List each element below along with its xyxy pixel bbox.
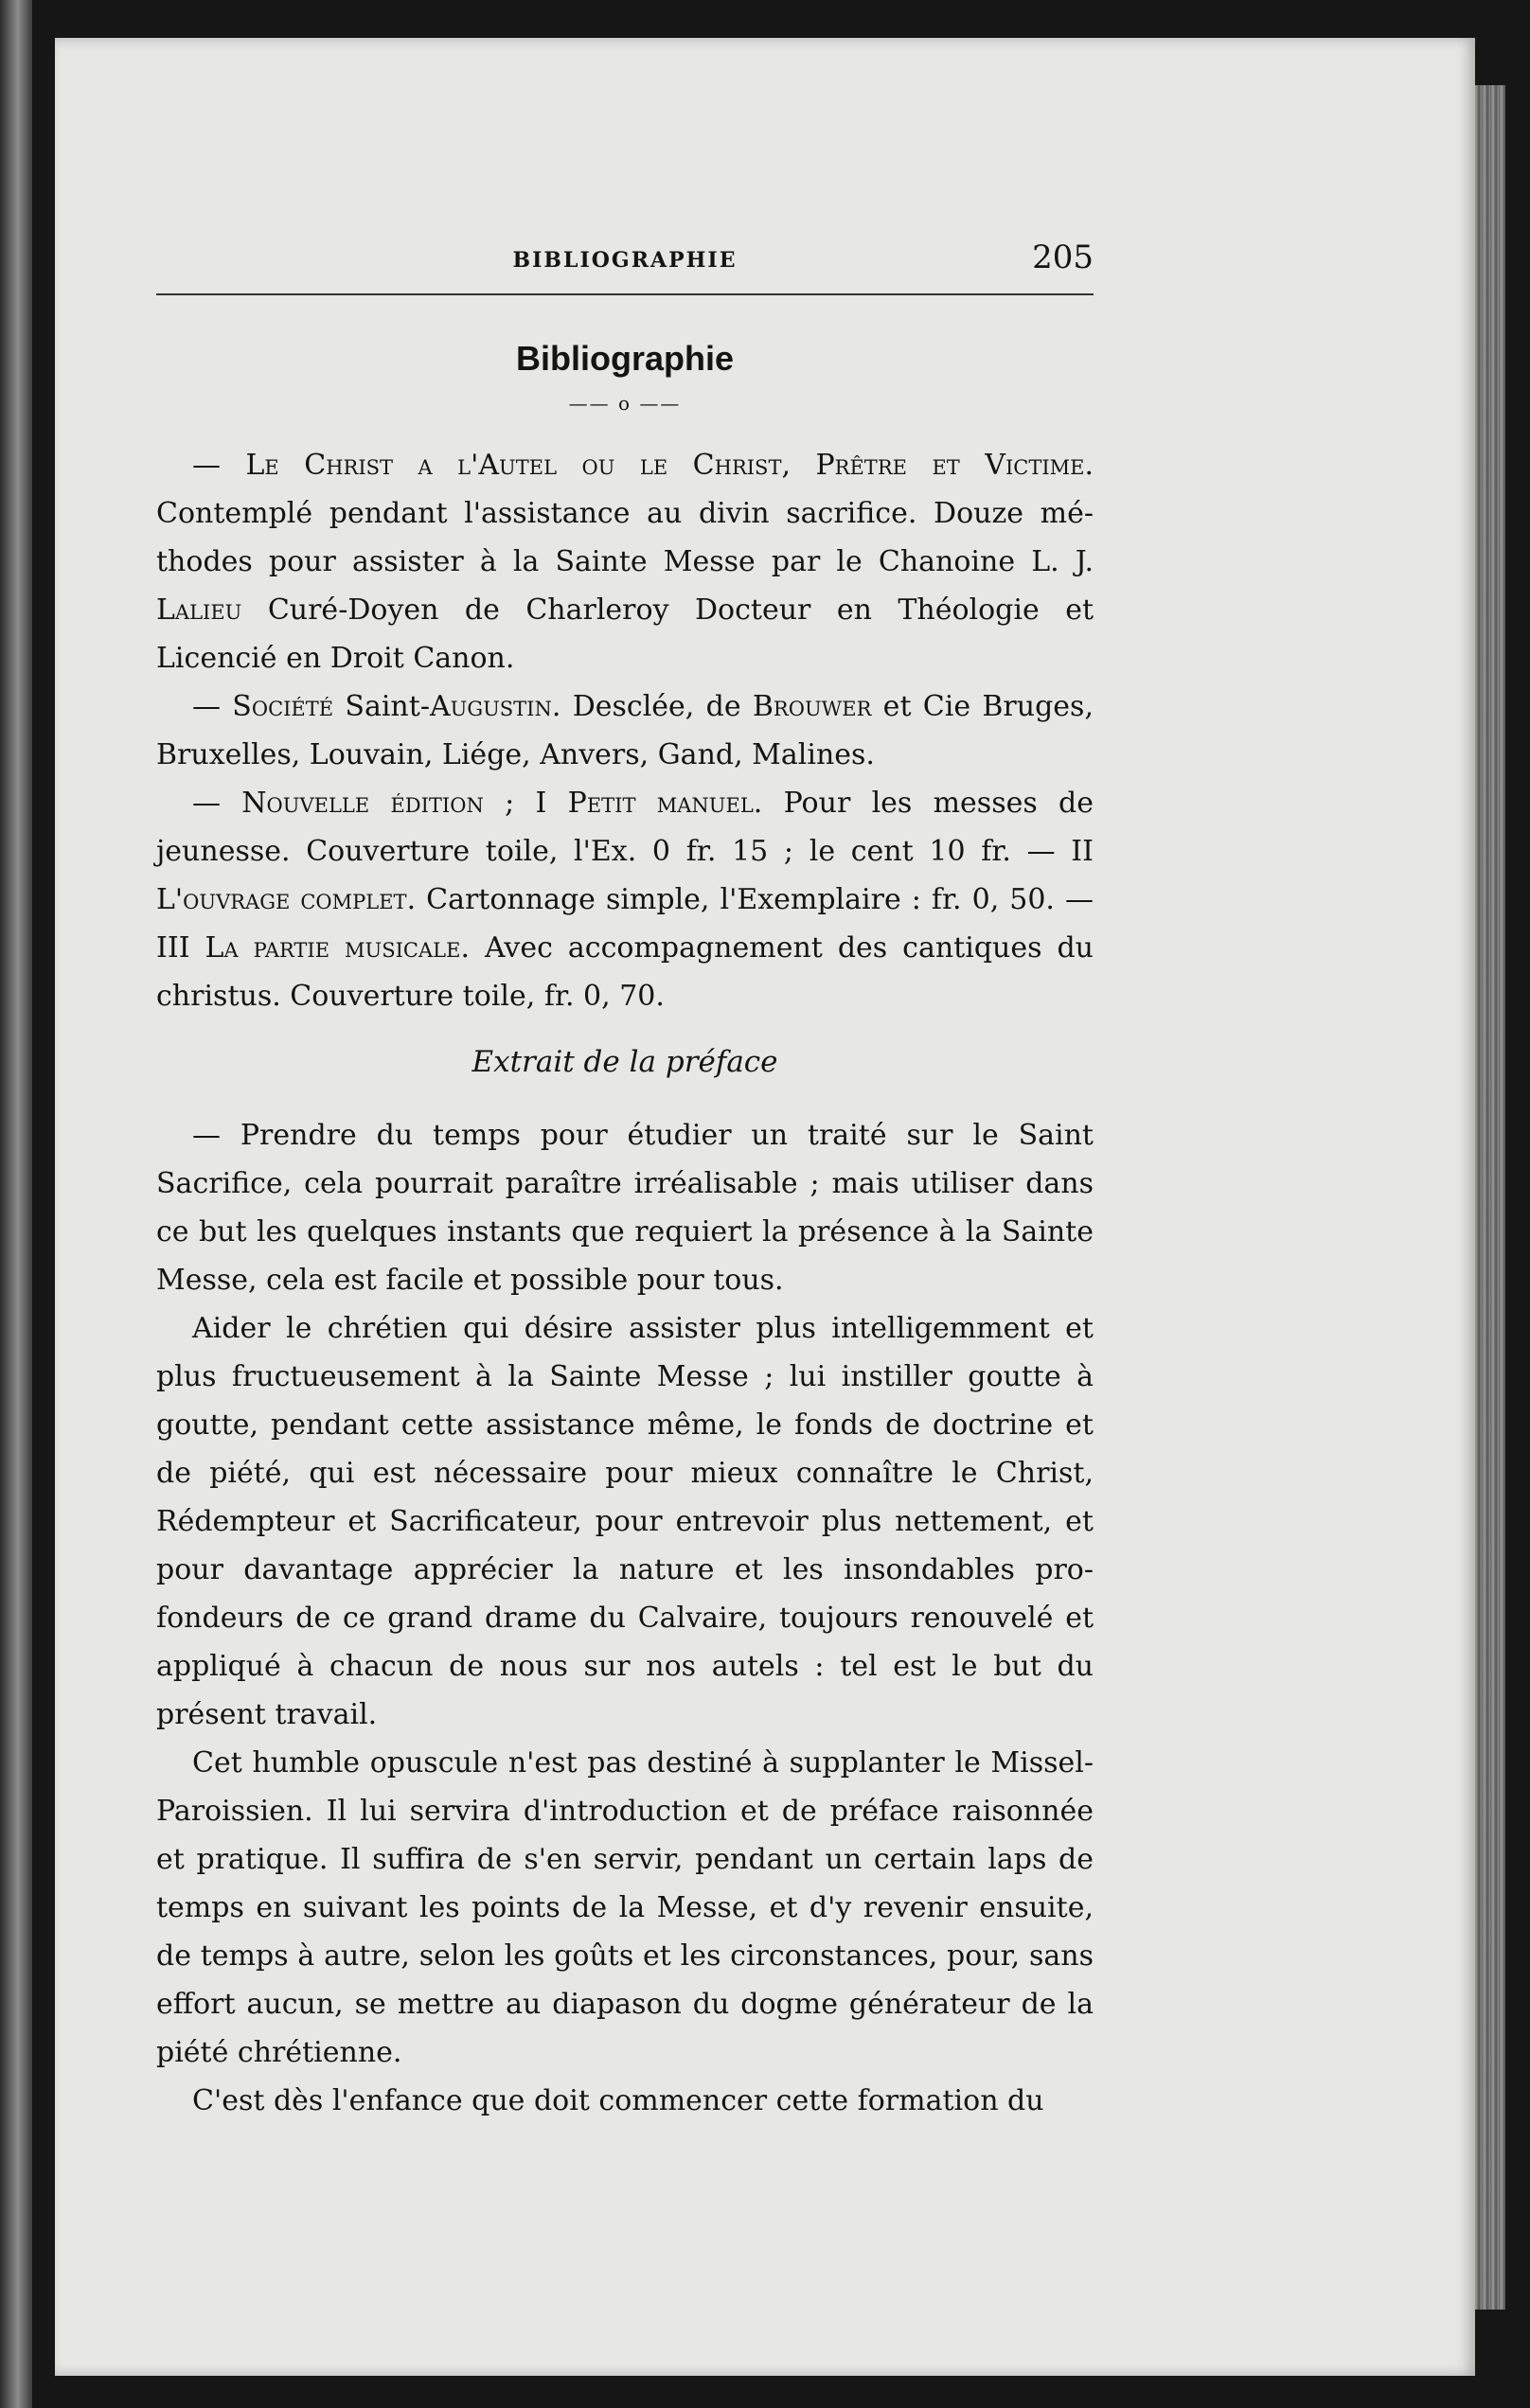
author-name: Lalieu <box>156 593 242 627</box>
book-title: Le Christ a l'Autel ou le Christ, Prêtre et Victime. <box>245 449 1094 482</box>
entry-text: et Cie Bruges, Bruxelles, Louvain, Liége, Anvers, Gand, Malines. <box>156 690 1094 771</box>
preface-paragraph: C'est dès l'enfance que doit commencer cette formation du <box>192 2084 1044 2117</box>
entry-paragraph-3 <box>156 779 1094 1020</box>
entry-text: Contemplé pendant l'assistance au divin sacrifice. Douze méthodes pour assister à la Sainte Messe par le Chanoine L. J. <box>156 497 1094 578</box>
entry-text: Saint- <box>333 690 430 723</box>
publisher-name: Brouwer <box>752 690 872 723</box>
running-header <box>156 227 1094 295</box>
preface-title: Extrait de la préface <box>471 1045 778 1079</box>
preface-paragraph: Aider le chrétien qui désire assister plus intelligemment et plus fructueusement à la Sainte Messe ; lui instiller goutte à goutte, pendant cette assistance même, le fonds de doctrine et de piété, qui est nécessaire pour mieux connaître le Christ, Rédempteur et Sacrificateur, pour entrevoir plus nettement, et pour davantage apprécier la nature et les insondables profondeurs de ce grand drame du Calvaire, toujours renouvelé et appliqué à chacun de nous sur nos autels : tel est le but du présent travail. <box>156 1312 1094 1731</box>
page-number: 205 <box>1032 239 1094 276</box>
edition-label: Nouvelle édition <box>241 787 484 820</box>
running-title: BIBLIOGRAPHIE <box>512 248 738 273</box>
entry-text: . Pour les messes de jeunesse. Couverture toile, l'Ex. 0 fr. 15 ; le cent 10 fr. — II <box>156 787 1094 868</box>
entry-text: Curé-Doyen de Charleroy Docteur en Théologie et Licencié en Droit Canon. <box>156 593 1094 675</box>
ornament-divider: —— o —— <box>568 392 682 415</box>
publisher-name: Société <box>232 690 334 723</box>
entry-text: ; I <box>483 787 568 820</box>
page-content <box>156 227 1094 2125</box>
publisher-name: Augustin <box>429 690 552 723</box>
entry-paragraph-1 <box>156 441 1094 682</box>
entry-text: . Desclée, de <box>551 690 753 723</box>
preface-paragraph: — Prendre du temps pour étudier un traité sur le Saint Sacrifice, cela pourrait paraître irréalisable ; mais utiliser dans ce but les quelques instants que requiert la présence à la Sainte Messe, cela est facile et possible pour tous. <box>156 1119 1094 1297</box>
adjacent-page-edge <box>0 0 32 2408</box>
entry-paragraph-2 <box>156 682 1094 779</box>
dash: — <box>192 449 246 482</box>
edition-label: Petit manuel <box>567 787 754 820</box>
edition-label: La partie musicale <box>205 931 461 965</box>
dash: — <box>192 690 233 723</box>
section-title: Bibliographie <box>515 339 734 378</box>
dash: — <box>192 787 242 820</box>
edition-label: L'ouvrage complet <box>156 883 407 916</box>
preface-paragraph: Cet humble opuscule n'est pas destiné à supplanter le Missel-Paroissien. Il lui servira d'introduction et de préface raisonnée et pratique. Il suffira de s'en servir, pendant un certain laps de temps en suivant les points de la Messe, et d'y revenir ensuite, de temps à autre, selon les goûts et les circonstances, pour, sans effort aucun, se mettre au diapason du dogme générateur de la piété chrétienne. <box>156 1746 1094 2069</box>
entry-text: . Avec accompagnement des cantiques du christus. Couverture toile, fr. 0, 70. <box>156 931 1094 1013</box>
entry-text: . Cartonnage simple, l'Exemplaire : fr. 0, 50. — III <box>156 883 1094 965</box>
